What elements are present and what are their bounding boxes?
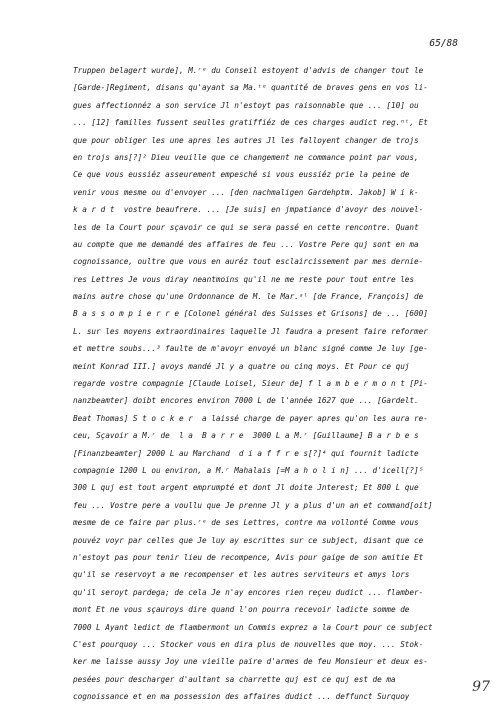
text-line: k a r d t vostre beaufrere. ... [Je suis] en jmpatiance d'avoyr des nouvel- <box>73 205 424 215</box>
text-line: ... [12] familles fussent seulles gratiffiéz de ces charges audict reg.ⁿᵗ, Et <box>73 118 428 128</box>
text-line: mont Et ne vous sçauroys dire quand l'on pourra recevoir ladicte somme de <box>73 605 410 615</box>
text-line: que pour obliger les une apres les autres Jl les falloyent changer de trojs <box>73 135 419 145</box>
text-line: B a s s o m p i e r r e [Colonel général des Suisses et Grisons] de ... [600] <box>73 309 428 319</box>
text-line: mains autre chose qu'une Ordonnance de M. le Mar.ᵃˡ [de France, François] de <box>73 292 424 302</box>
text-line: cognoissance, oultre que vous en auréz tout esclaircissement par mes dernie- <box>73 257 424 267</box>
text-line: [Garde-]Regiment, disans qu'ayant sa Ma.ᵗᵉ quantité de braves gens en vos li- <box>73 83 428 93</box>
text-line: feu ... Vostre pere a voullu que Je prenne Jl y a plus d'un an et command[oit] <box>73 500 433 510</box>
text-line: en trojs ans[?]² Dieu veuille que ce changement ne commance point par vous, <box>73 152 419 162</box>
text-line: qu'il seroyt pardega; de cela Je n'ay encores rien reçeu dudict ... flamber- <box>73 587 424 597</box>
text-line: ceu, Sçavoir a M.ʳ de l a B a r r e 3000 L a M.ʳ [Guillaume] B a r b e s <box>73 431 419 441</box>
text-line: Ce que vous eussiéz asseurement empesché si vous eussiéz prie la peine de <box>73 170 410 180</box>
text-line: venir vous mesme ou d'envoyer ... [den nachmaligen Gardehptm. Jakob] W i k- <box>73 187 419 197</box>
text-line: pouvéz voyr par celles que Je luy ay escrittes sur ce subject, disant que ce <box>73 535 424 545</box>
text-line: [Finanzbeamter] 2000 L au Marchand d i a f f r e s[?]⁴ qui fournit ladicte <box>73 448 419 458</box>
text-line: meint Konrad III.] avoys mandé Jl y a quatre ou cinq moys. Et Pour ce quj <box>73 361 410 371</box>
text-line: regarde vostre compagnie [Claude Loisel, Sieur de] f l a m b e r m o n t [Pi- <box>73 379 428 389</box>
text-line: qu'il se reservoyt a me recompenser et les autres serviteurs et amys lors <box>73 570 410 580</box>
text-line: nanzbeamter] doibt encores environ 7000 L de l'année 1627 que ... [Gardelt. <box>73 396 419 406</box>
handwritten-page-note: 97 <box>472 679 490 695</box>
text-line: ker me laisse aussy Joy une vieille paire d'armes de feu Monsieur et deux es- <box>73 657 428 667</box>
text-line: gues affectionnéz a son service Jl n'estoyt pas raisonnable que ... [10] ou <box>73 100 419 110</box>
text-line: et mettre soubs...³ faulte de m'avoyr envoyé un blanc signé comme Je luy [ge- <box>73 344 428 354</box>
body-text <box>73 62 465 705</box>
text-line: 7000 L Ayant ledict de flambermont un Commis exprez a la Court pour ce subject <box>73 622 433 632</box>
text-line: cognoissance et en ma possession des affaires dudict ... deffunct Surquoy <box>73 692 410 702</box>
text-line: 300 L quj est tout argent emprumpté et dont Jl doite Jnterest; Et 800 L que <box>73 483 419 493</box>
text-line: res Lettres Je vous diray neantmoins qu'il ne me reste pour tout entre les <box>73 274 415 284</box>
text-line: Truppen belagert wurde], M.ʳᵉ du Conseil estoyent d'advis de changer tout le <box>73 66 424 75</box>
text-line: Beat Thomas] S t o c k e r a laissé charge de payer apres qu'on les aura re- <box>73 413 428 423</box>
text-line: pesées pour descharger d'aultant sa charrette quj est ce quj est de ma <box>73 674 396 684</box>
text-line: L. sur les moyens extraordinaires laquelle Jl faudra a present faire reformer <box>73 326 428 336</box>
text-line: n'estoyt pas pour tenir lieu de recompence, Avis pour gaige de son amitie Et <box>73 552 424 562</box>
text-line: mesme de ce faire par plus.ʳᵉ de ses Lettres, contre ma vollonté Comme vous <box>73 518 419 528</box>
text-line: C'est pourquoy ... Stocker vous en dira plus de nouvelles que moy. ... Stok- <box>73 639 424 649</box>
text-line: les de la Court pour sçavoir ce qui se sera passé en cette rencontre. Quant <box>73 222 419 232</box>
page-number: 65/88 <box>429 38 458 49</box>
text-line: au compte que me demandé des affaires de feu ... Vostre Pere quj sont en ma <box>73 239 419 249</box>
text-line: compagnie 1200 L ou environ, a M.ʳ Mahalais [=M a h o l i n] ... d'icell[?]⁵ <box>73 465 424 475</box>
